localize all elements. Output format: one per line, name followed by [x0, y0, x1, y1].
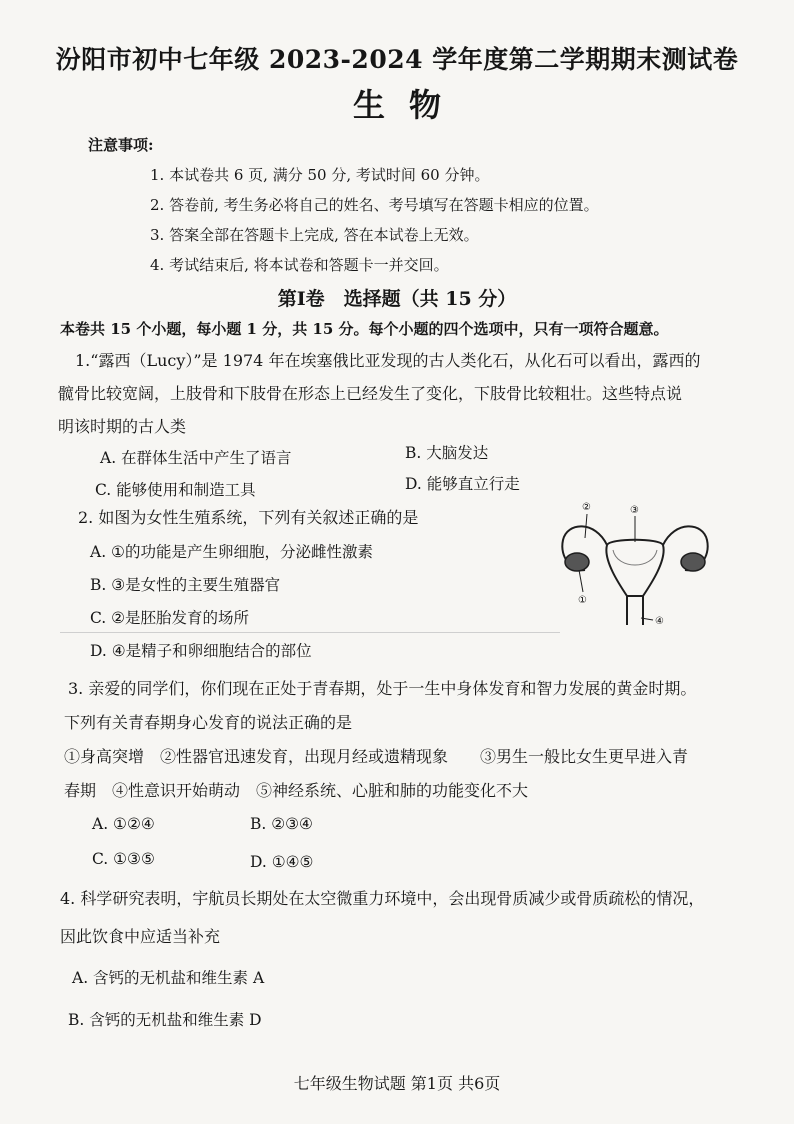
q2-stem: 2. 如图为女性生殖系统，下列有关叙述正确的是	[78, 508, 419, 527]
figure-label-3: ③	[630, 505, 639, 516]
q1-line-1: 1.“露西（Lucy）”是 1974 年在埃塞俄比亚发现的古人类化石，从化石可以看出，露西的	[75, 351, 701, 370]
female-reproductive-system-figure	[555, 500, 715, 635]
q1-line-2: 髋骨比较宽阔，上肢骨和下肢骨在形态上已经发生了变化，下肢骨比较粗壮。这些特点说	[58, 384, 683, 403]
page-footer: 七年级生物试题 第1页 共6页	[293, 1074, 501, 1093]
uterus	[606, 540, 663, 596]
notice-item-2: 2. 答卷前, 考生务必将自己的姓名、考号填写在答题卡相应的位置。	[150, 196, 599, 214]
q4-option-b: B. 含钙的无机盐和维生素 D	[68, 1011, 262, 1029]
q2-option-d: D. ④是精子和卵细胞结合的部位	[90, 642, 312, 660]
right-ovary	[681, 553, 705, 571]
notice-item-1: 1. 本试卷共 6 页, 满分 50 分, 考试时间 60 分钟。	[150, 166, 490, 184]
q1-option-c: C. 能够使用和制造工具	[95, 481, 256, 499]
q3-option-b: B. ②③④	[250, 815, 313, 833]
notice-item-3: 3. 答案全部在答题卡上完成, 答在本试卷上无效。	[150, 226, 479, 244]
q2-option-a: A. ①的功能是产生卵细胞，分泌雌性激素	[90, 543, 373, 561]
exam-subject: 生物	[352, 86, 465, 124]
q3-line-1: 3. 亲爱的同学们，你们现在正处于青春期，处于一生中身体发育和智力发展的黄金时期。	[68, 679, 697, 698]
uterus-lining	[613, 550, 657, 565]
figure-label-2: ②	[582, 502, 591, 513]
q4-line-2: 因此饮食中应适当补充	[60, 927, 221, 946]
q3-option-d: D. ①④⑤	[250, 853, 314, 871]
left-ovary	[565, 553, 589, 571]
figure-label-4: ④	[655, 616, 664, 627]
q1-option-a: A. 在群体生活中产生了语言	[100, 449, 292, 467]
section-instruction: 本卷共 15 个小题，每小题 1 分，共 15 分。每个小题的四个选项中，只有一项符合题意。	[60, 320, 669, 338]
vagina	[627, 596, 643, 625]
q3-line-3: ①身高突增 ②性器官迅速发育，出现月经或遗精现象 ③男生一般比女生更早进入青	[64, 747, 689, 766]
label-line-1	[579, 570, 583, 592]
section-title: 第Ⅰ卷 选择题（共 15 分）	[277, 288, 517, 310]
scan-line	[60, 632, 560, 633]
q3-option-a: A. ①②④	[92, 815, 155, 833]
q4-line-1: 4. 科学研究表明，宇航员长期处在太空微重力环境中，会出现骨质减少或骨质疏松的情况，	[60, 889, 705, 908]
q3-line-4: 春期 ④性意识开始萌动 ⑤神经系统、心脏和肺的功能变化不大	[64, 781, 529, 800]
q1-option-b: B. 大脑发达	[405, 444, 489, 462]
notice-title: 注意事项:	[88, 136, 154, 154]
q2-option-b: B. ③是女性的主要生殖器官	[90, 576, 281, 594]
q4-option-a: A. 含钙的无机盐和维生素 A	[72, 969, 265, 987]
q1-option-d: D. 能够直立行走	[405, 475, 520, 493]
q1-line-3: 明该时期的古人类	[58, 417, 187, 436]
exam-title: 汾阳市初中七年级 2023-2024 学年度第二学期期末测试卷	[55, 45, 739, 74]
q3-option-c: C. ①③⑤	[92, 850, 155, 868]
figure-label-1: ①	[578, 595, 587, 606]
q3-line-2: 下列有关青春期身心发育的说法正确的是	[64, 713, 353, 732]
notice-item-4: 4. 考试结束后, 将本试卷和答题卡一并交回。	[150, 256, 449, 274]
q2-option-c: C. ②是胚胎发育的场所	[90, 609, 250, 627]
